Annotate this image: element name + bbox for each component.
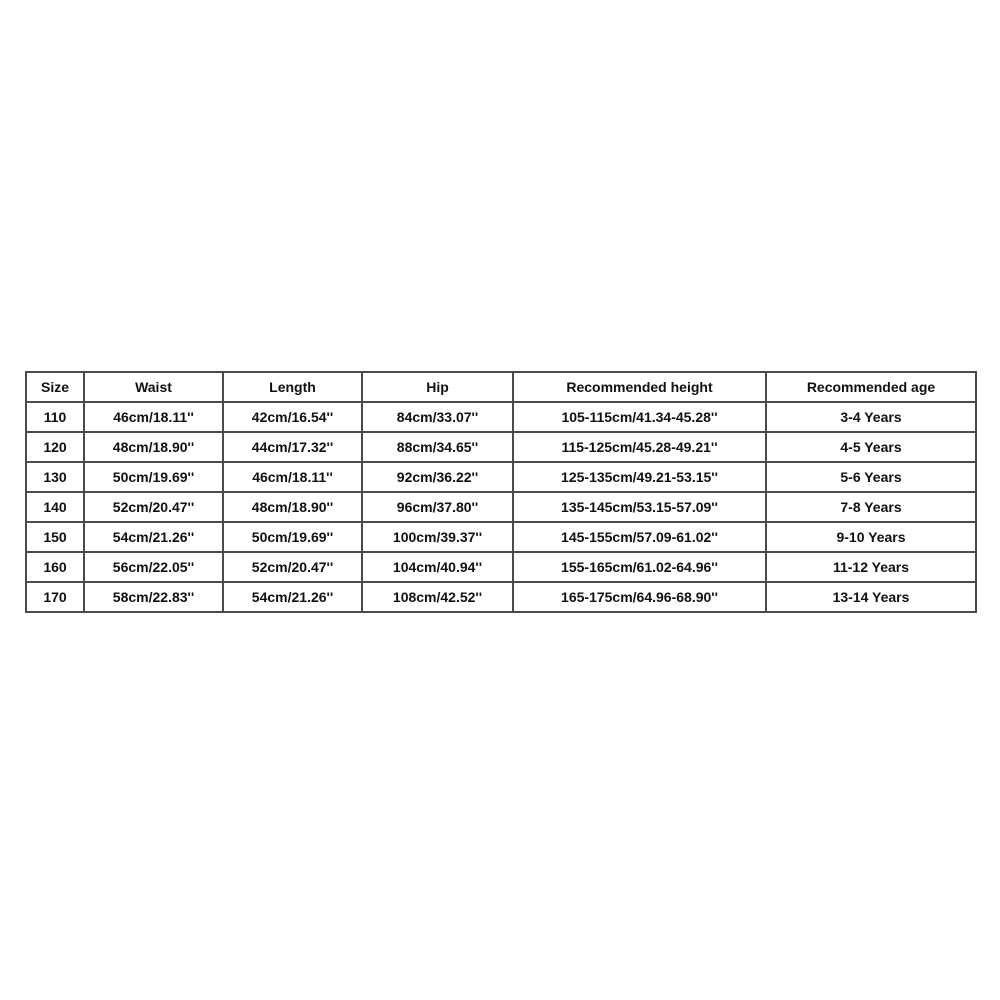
cell-waist: 52cm/20.47'' (84, 492, 223, 522)
cell-size: 140 (26, 492, 84, 522)
cell-length: 48cm/18.90'' (223, 492, 362, 522)
header-row (26, 372, 976, 402)
cell-length: 44cm/17.32'' (223, 432, 362, 462)
table-row (26, 492, 976, 522)
cell-recommended-age: 4-5 Years (766, 432, 976, 462)
table-row (26, 522, 976, 552)
cell-size: 150 (26, 522, 84, 552)
cell-recommended-age: 7-8 Years (766, 492, 976, 522)
cell-hip: 104cm/40.94'' (362, 552, 513, 582)
cell-waist: 54cm/21.26'' (84, 522, 223, 552)
cell-recommended-height: 125-135cm/49.21-53.15'' (513, 462, 766, 492)
table-row (26, 582, 976, 612)
cell-recommended-age: 13-14 Years (766, 582, 976, 612)
cell-size: 170 (26, 582, 84, 612)
cell-waist: 46cm/18.11'' (84, 402, 223, 432)
cell-size: 110 (26, 402, 84, 432)
cell-recommended-age: 11-12 Years (766, 552, 976, 582)
cell-recommended-height: 155-165cm/61.02-64.96'' (513, 552, 766, 582)
cell-hip: 92cm/36.22'' (362, 462, 513, 492)
cell-waist: 58cm/22.83'' (84, 582, 223, 612)
table-row (26, 552, 976, 582)
cell-recommended-height: 105-115cm/41.34-45.28'' (513, 402, 766, 432)
cell-size: 120 (26, 432, 84, 462)
cell-hip: 100cm/39.37'' (362, 522, 513, 552)
cell-recommended-age: 3-4 Years (766, 402, 976, 432)
cell-recommended-height: 135-145cm/53.15-57.09'' (513, 492, 766, 522)
table-row (26, 432, 976, 462)
cell-hip: 108cm/42.52'' (362, 582, 513, 612)
header-length: Length (223, 372, 362, 402)
cell-hip: 96cm/37.80'' (362, 492, 513, 522)
header-recommended-height: Recommended height (513, 372, 766, 402)
header-hip: Hip (362, 372, 513, 402)
cell-waist: 56cm/22.05'' (84, 552, 223, 582)
cell-recommended-age: 9-10 Years (766, 522, 976, 552)
cell-length: 42cm/16.54'' (223, 402, 362, 432)
cell-length: 46cm/18.11'' (223, 462, 362, 492)
cell-size: 130 (26, 462, 84, 492)
cell-recommended-height: 165-175cm/64.96-68.90'' (513, 582, 766, 612)
size-chart-header (26, 372, 976, 402)
cell-length: 52cm/20.47'' (223, 552, 362, 582)
cell-size: 160 (26, 552, 84, 582)
header-size: Size (26, 372, 84, 402)
table-row (26, 402, 976, 432)
cell-recommended-height: 115-125cm/45.28-49.21'' (513, 432, 766, 462)
cell-waist: 50cm/19.69'' (84, 462, 223, 492)
size-chart-table (25, 371, 977, 613)
cell-length: 50cm/19.69'' (223, 522, 362, 552)
table-row (26, 462, 976, 492)
header-recommended-age: Recommended age (766, 372, 976, 402)
cell-hip: 88cm/34.65'' (362, 432, 513, 462)
cell-hip: 84cm/33.07'' (362, 402, 513, 432)
cell-length: 54cm/21.26'' (223, 582, 362, 612)
cell-recommended-height: 145-155cm/57.09-61.02'' (513, 522, 766, 552)
header-waist: Waist (84, 372, 223, 402)
cell-recommended-age: 5-6 Years (766, 462, 976, 492)
cell-waist: 48cm/18.90'' (84, 432, 223, 462)
size-chart-body (26, 402, 976, 612)
